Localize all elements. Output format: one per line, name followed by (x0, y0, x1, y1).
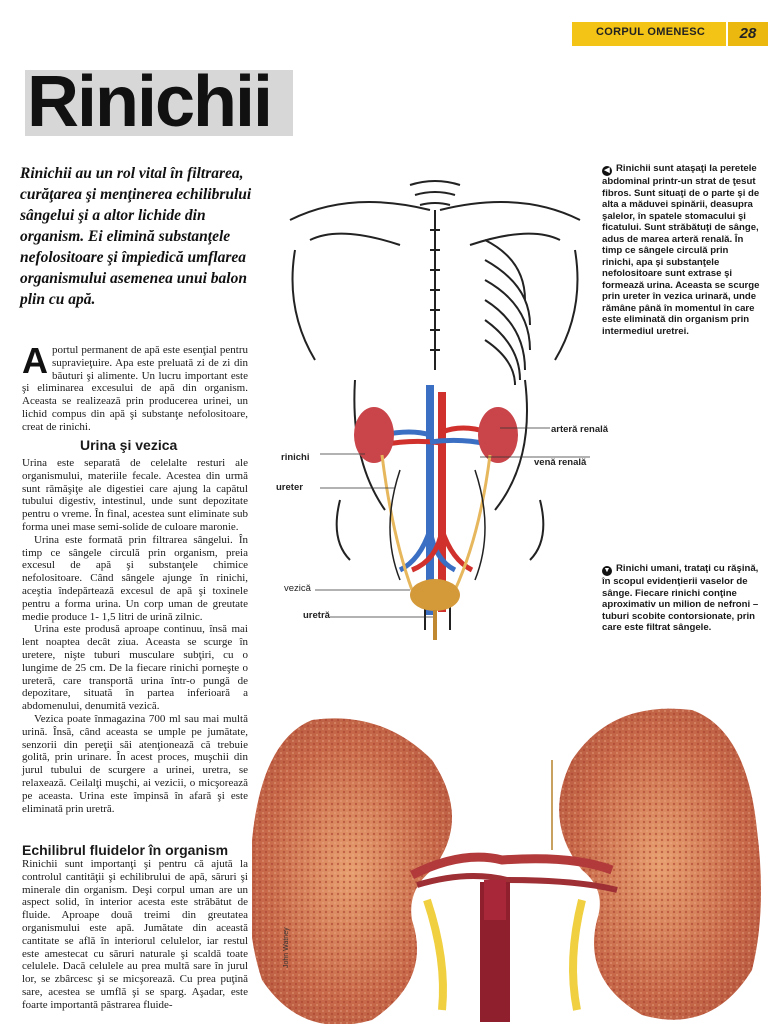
section1-title: Urina şi vezica (80, 437, 178, 453)
arrow-left-icon: ◀ (602, 166, 612, 176)
intro-text: Rinichii au un rol vital în filtrarea, curăţarea şi menţinerea echilibrului sângelui şi a altor lichide din organism. Ei elimină substanţele nefolositoare şi împiedică umflarea organismului asemenea unui balon plin cu apă. (20, 165, 252, 308)
section2-title: Echilibrul fluidelor în organism (22, 842, 229, 858)
urinary-system-diagram (270, 170, 600, 650)
right-kidney (478, 407, 518, 463)
paragraph: Rinichii sunt importanţi şi pentru că ajută la controlul cantităţii şi echilibrului de apă, săruri şi minerale din organism. Deşi corpul uman are un aspect solid, în interior acesta este străbătut de fluide. Aproape două treimi din greutatea organismului este apă. Jumătate din această cantitate se află în interiorul celulelor, iar restul este amestecat cu săruri naturale şi scaldă toate celulele. Dacă celulele au prea multă sare în jurul lor, se zbârcesc şi se micşorează. Cu prea puţină sare, acestea se umflă şi se sparg. Aşadar, este foarte importantă păstrarea fluide- (22, 858, 248, 1011)
header-bar (572, 22, 768, 46)
aorta-top (484, 880, 506, 920)
label-kidney: rinichi (281, 452, 310, 463)
left-kidney (354, 407, 394, 463)
paragraph: Urina este formată prin filtrarea sângelui. În timp ce sângele circulă prin organism, preia excesul de apă şi substanţele chimice nefolositoare. Când sângele ajunge în rinichi, aceştia îndepărtează excesul de apă şi toxinele pentru a forma urina. Un corp uman de greutate medie produce 1- 1,5 litri de urină zilnic. (22, 533, 248, 623)
label-ureter: ureter (276, 482, 303, 493)
bladder (410, 579, 460, 611)
page-title: Rinichii (27, 62, 272, 142)
paragraph: Urina este separată de celelalte resturi ale organismului, materiile fecale. Acestea din urmă sunt rămăşiţe ale digestiei care ajung la capătul tubului digestiv, intestinul, unde sunt depozitate pentru o vreme. În final, acestea sunt eliminate sub forma unei mase semi-solide de culoare maronie. (22, 457, 248, 533)
paragraph: Urina este produsă aproape continuu, însă mai lent noaptea decât ziua. Aceasta se scurge în uretere, nişte tuburi musculare subţiri, cu o lungime de 25 cm. De la fiecare rinichi porneşte o ureteră, care transportă urina într-o pungă de depozitare, situată în partea inferioară a abdomenului, denumită vezică. (22, 623, 248, 713)
renal-vessels (382, 428, 487, 445)
caption-anatomy: ◀ Rinichii sunt ataşaţi la peretele abdominal printr-un strat de ţesut fibros. Sunt situaţi de o parte şi de alta a măduvei spinării, deasupra şalelor, în spatele stomacului şi ficatului. Sunt străbătuţi de sânge, adus de marea arteră renală. În timp ce sângele circulă prin rinichi, apa şi substanţele nefolositoare sunt extrase şi formează urina. Aceasta se scurge prin ureter în vezica urinară, unde rămâne până în momentul în care este eliminată din organism prin intermediul uretrei. (602, 163, 760, 337)
label-renal-vein: venă renală (534, 457, 587, 468)
article-lead (22, 340, 248, 434)
lead-paragraph: portul permanent de apă este esenţial pentru supravieţuire. Apa este preluată zi de zi din băuturi şi alimente. Un lucru important este şi eliminarea excesului de apă din organism. Aceasta se realizează prin producerea urinei, un lichid compus din apă şi substanţe nefolositoare, creat de rinichi. (22, 344, 248, 433)
label-renal-artery: arteră renală (551, 424, 609, 435)
section1-body (22, 457, 248, 815)
paragraph: Vezica poate înmagazina 700 ml sau mai multă urină. Însă, când aceasta se umple pe jumătate, senzorii din pereţii săi atenţionează că trebuie golită, prin urinare. În acest proces, muşchii din jurul tubului de scurgere a urinei, uretra, se relaxează. Ceilalţi muşchi, ai vezicii, o micşorează pe aceasta. Urina este împinsă în afară şi este eliminată prin uretră. (22, 712, 248, 815)
section2-body (22, 858, 248, 1012)
label-bladder: vezică (284, 583, 311, 594)
page-number: 28 (726, 22, 768, 46)
photo-credit: John Watney (283, 927, 290, 968)
label-urethra: uretră (303, 610, 330, 621)
arrow-down-icon: ▼ (603, 567, 611, 574)
skeleton-outline (290, 181, 580, 630)
section-label: CORPUL OMENESC (596, 26, 706, 38)
resin-kidneys-photo (252, 700, 768, 1024)
caption-resin-kidneys: ▼ Rinichi umani, trataţi cu răşină, în scopul evidenţierii vaselor de sânge. Fiecare rinichi conţine aproximativ un milion de nefroni – tuburi scobite contorsionate, prin care este filtrat sângele. (602, 563, 759, 633)
dropcap: A (22, 340, 48, 381)
